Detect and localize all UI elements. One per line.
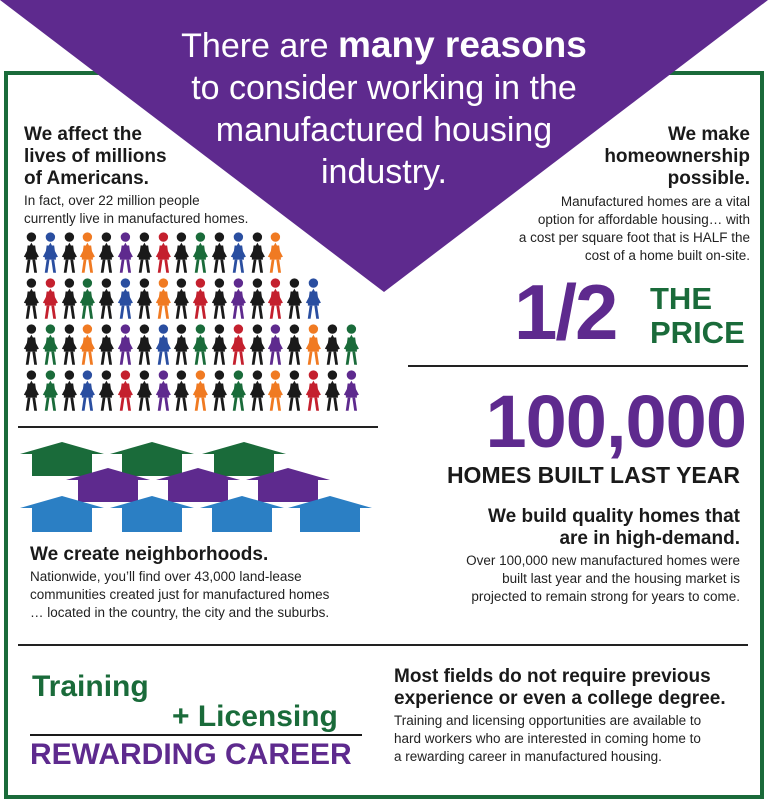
person-icon (210, 276, 229, 322)
person-icon (229, 230, 248, 276)
person-icon (285, 322, 304, 368)
person-icon (191, 322, 210, 368)
person-icon (60, 276, 79, 322)
person-icon (116, 368, 135, 414)
neighborhoods-section (30, 544, 380, 622)
person-icon (97, 368, 116, 414)
person-icon (304, 276, 323, 322)
person-icon (135, 368, 154, 414)
homes-caption: HOMES BUILT LAST YEAR (446, 462, 740, 488)
person-icon (210, 230, 229, 276)
homeownership-section (450, 124, 750, 265)
affect-section (24, 124, 324, 228)
homeownership-title: We make homeownership possible. (604, 124, 750, 189)
person-icon (172, 276, 191, 322)
person-icon (135, 322, 154, 368)
page-headline: There are many reasons to consider working in the manufactured housing industry. (181, 24, 587, 191)
person-icon (229, 322, 248, 368)
person-icon (342, 368, 361, 414)
person-icon (172, 230, 191, 276)
person-icon (116, 276, 135, 322)
quality-body: Over 100,000 new manufactured homes were built last year and the housing market is projected to remain strong for years to come. (466, 553, 740, 604)
person-icon (210, 368, 229, 414)
affect-body: In fact, over 22 million people currently live in manufactured homes. (24, 193, 249, 226)
person-icon (342, 322, 361, 368)
person-icon (116, 322, 135, 368)
people-illustration (22, 230, 372, 414)
career-section (394, 666, 744, 766)
person-icon (22, 368, 41, 414)
homes-number: 100,000 (485, 380, 746, 463)
homeownership-body: Manufactured homes are a vital option for affordable housing… with a cost per square foot that is HALF the cost of a home built on-site. (518, 194, 750, 263)
quality-title: We build quality homes that are in high-demand. (488, 506, 740, 549)
person-icon (210, 322, 229, 368)
person-icon (22, 276, 41, 322)
person-icon (116, 230, 135, 276)
person-icon (60, 322, 79, 368)
person-icon (229, 276, 248, 322)
person-icon (154, 368, 173, 414)
person-icon (154, 322, 173, 368)
person-icon (135, 230, 154, 276)
career-title: Most fields do not require previous experience or even a college degree. (394, 666, 726, 709)
person-icon (41, 276, 60, 322)
divider (18, 426, 378, 428)
person-icon (248, 230, 267, 276)
person-icon (60, 230, 79, 276)
people-row (22, 230, 372, 276)
person-icon (266, 368, 285, 414)
divider (18, 644, 748, 646)
person-icon (154, 276, 173, 322)
person-icon (266, 322, 285, 368)
person-icon (97, 230, 116, 276)
rewarding-career-label: REWARDING CAREER (30, 738, 352, 771)
divider (408, 365, 748, 367)
person-icon (285, 276, 304, 322)
person-icon (323, 322, 342, 368)
person-icon (22, 322, 41, 368)
person-icon (304, 322, 323, 368)
person-icon (78, 276, 97, 322)
divider (30, 734, 362, 736)
person-icon (41, 368, 60, 414)
person-icon (22, 230, 41, 276)
person-icon (266, 230, 285, 276)
training-label: Training (32, 670, 149, 703)
person-icon (323, 368, 342, 414)
person-icon (41, 230, 60, 276)
person-icon (154, 230, 173, 276)
neighborhoods-body: Nationwide, you’ll find over 43,000 land-lease communities created just for manufactured homes … located in the country, the city and the suburbs. (30, 569, 330, 620)
person-icon (172, 368, 191, 414)
person-icon (135, 276, 154, 322)
person-icon (78, 368, 97, 414)
person-icon (97, 322, 116, 368)
people-row (22, 322, 372, 368)
person-icon (229, 368, 248, 414)
person-icon (191, 230, 210, 276)
neighborhoods-title: We create neighborhoods. (30, 544, 269, 565)
person-icon (248, 322, 267, 368)
the-price-label: THE PRICE (650, 281, 745, 350)
person-icon (266, 276, 285, 322)
person-icon (172, 322, 191, 368)
quality-section (410, 506, 740, 606)
person-icon (78, 230, 97, 276)
affect-title: We affect the lives of millions of Americans. (24, 124, 167, 189)
person-icon (248, 368, 267, 414)
licensing-label: + Licensing (172, 700, 338, 733)
half-fraction: 1/2 (514, 268, 617, 356)
person-icon (285, 368, 304, 414)
career-body: Training and licensing opportunities are available to hard workers who are interested in coming home to a rewarding career in manufactured housing. (394, 713, 702, 764)
people-row (22, 276, 372, 322)
person-icon (248, 276, 267, 322)
person-icon (41, 322, 60, 368)
person-icon (191, 276, 210, 322)
person-icon (97, 276, 116, 322)
people-row (22, 368, 372, 414)
neighborhood-roofs-illustration (18, 440, 378, 540)
person-icon (191, 368, 210, 414)
person-icon (78, 322, 97, 368)
person-icon (60, 368, 79, 414)
person-icon (304, 368, 323, 414)
